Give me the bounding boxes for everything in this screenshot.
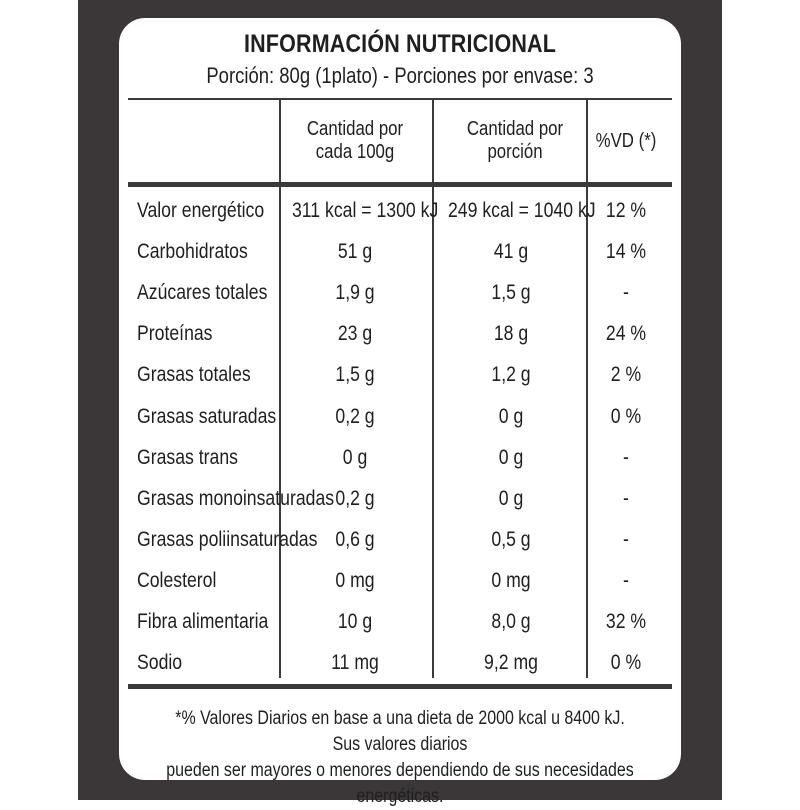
value-per-serving: 249 kcal = 1040 kJ [448, 199, 596, 222]
daily-value-percent: 0 % [610, 404, 642, 428]
value-per-100g: 11 mg [331, 651, 379, 675]
value-per-serving: 41 g [493, 240, 529, 264]
label-title: INFORMACIÓN NUTRICIONAL [243, 30, 557, 58]
value-per-100g: 10 g [337, 610, 373, 633]
table-row [0, 313, 800, 354]
column-header-vd: %VD (*) [595, 130, 657, 152]
column-header-per-serving [452, 118, 578, 164]
daily-value-percent: 14 % [605, 240, 647, 264]
nutrient-name: Carbohidratos [137, 240, 248, 264]
table-row [0, 519, 800, 560]
table-row [0, 601, 800, 642]
nutrient-name: Grasas totales [137, 363, 251, 387]
nutrient-name: Fibra alimentaria [137, 610, 269, 633]
value-per-100g: 0,2 g [335, 486, 375, 510]
serving-info: Porción: 80g (1plato) - Porciones por envase: 3 [206, 63, 594, 88]
table-bottom-rule [128, 684, 672, 689]
nutrient-name: Azúcares totales [137, 281, 268, 305]
table-row [0, 642, 800, 683]
nutrient-name: Valor energético [137, 199, 265, 222]
value-per-100g: 1,5 g [335, 363, 375, 387]
column-header-per-100g-line2: cada 100g [315, 141, 395, 163]
footnote-line2: pueden ser mayores o menores dependiendo de sus necesidades energéticas. [166, 760, 634, 807]
column-header-per-serving-line1: Cantidad por [466, 118, 564, 140]
value-per-100g: 1,9 g [335, 281, 375, 305]
daily-value-percent: - [623, 568, 629, 592]
daily-value-percent: - [623, 486, 629, 510]
daily-value-percent: - [623, 527, 629, 551]
column-header-per-serving-line2: porción [487, 141, 543, 163]
table-row [0, 190, 800, 231]
nutrient-name: Grasas monoinsaturadas [137, 486, 335, 510]
value-per-serving: 0 g [498, 486, 524, 510]
value-per-serving: 0 g [498, 445, 524, 469]
table-row [0, 437, 800, 478]
footnote-line1: *% Valores Diarios en base a una dieta de 2000 kcal u 8400 kJ. Sus valores diarios [175, 708, 625, 755]
column-header-per-100g-line1: Cantidad por [306, 118, 404, 140]
value-per-serving: 9,2 mg [484, 651, 538, 675]
table-row [0, 560, 800, 601]
table-row [0, 478, 800, 519]
footnote [164, 706, 636, 810]
table-top-rule [128, 182, 672, 187]
daily-value-percent: 0 % [610, 651, 642, 675]
table-row [0, 272, 800, 313]
daily-value-percent: 24 % [605, 322, 647, 346]
value-per-100g: 311 kcal = 1300 kJ [292, 199, 439, 222]
nutrient-name: Sodio [137, 651, 183, 675]
value-per-serving: 1,5 g [491, 281, 531, 305]
value-per-serving: 0 g [498, 404, 524, 428]
nutrient-name: Proteínas [137, 322, 213, 346]
nutrient-name: Grasas trans [137, 445, 238, 469]
header-rule [128, 98, 672, 100]
daily-value-percent: 12 % [605, 199, 647, 222]
value-per-100g: 0 g [342, 445, 368, 469]
column-header-per-100g [292, 118, 418, 164]
value-per-100g: 51 g [337, 240, 373, 264]
daily-value-percent: - [623, 445, 629, 469]
value-per-100g: 23 g [337, 322, 373, 346]
value-per-serving: 1,2 g [491, 363, 531, 387]
daily-value-percent: - [623, 281, 629, 305]
value-per-serving: 0 mg [491, 568, 531, 592]
value-per-serving: 18 g [493, 322, 529, 346]
nutrient-name: Grasas poliinsaturadas [137, 527, 318, 551]
table-row [0, 231, 800, 272]
value-per-100g: 0,2 g [335, 404, 375, 428]
value-per-100g: 0 mg [335, 568, 375, 592]
value-per-100g: 0,6 g [335, 527, 375, 551]
daily-value-percent: 32 % [605, 610, 647, 633]
daily-value-percent: 2 % [610, 363, 642, 387]
table-row [0, 396, 800, 437]
nutrient-name: Colesterol [137, 568, 217, 592]
value-per-serving: 8,0 g [491, 610, 531, 633]
value-per-serving: 0,5 g [491, 527, 531, 551]
nutrient-name: Grasas saturadas [137, 404, 277, 428]
table-row [0, 354, 800, 395]
